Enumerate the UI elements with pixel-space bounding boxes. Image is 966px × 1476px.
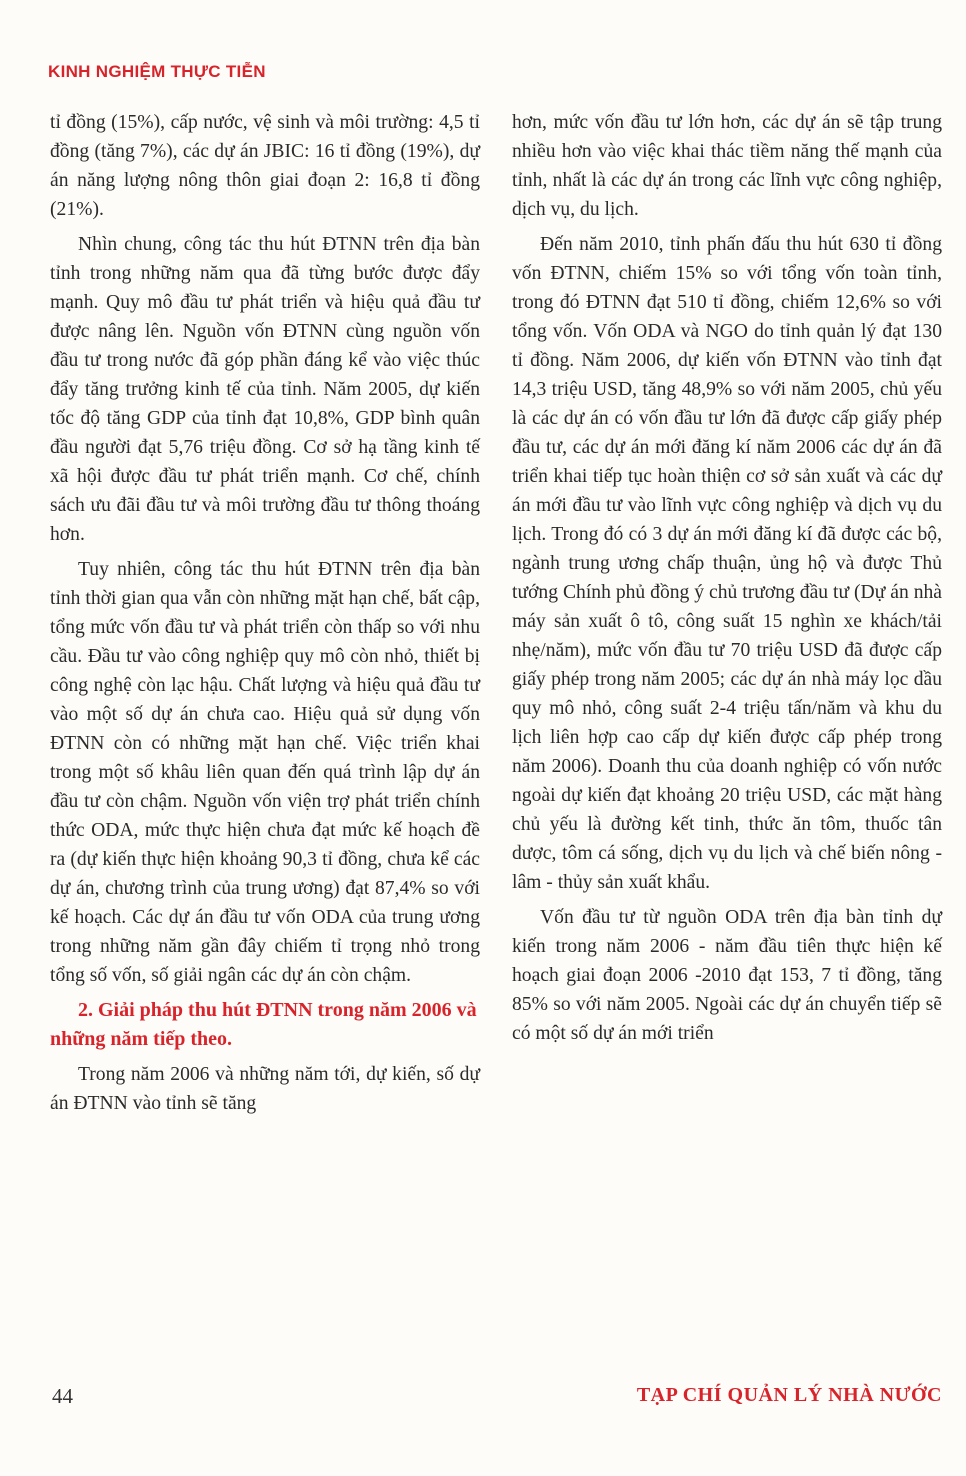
paragraph: Tuy nhiên, công tác thu hút ĐTNN trên địa bàn tỉnh thời gian qua vẫn còn những mặt hạn chế, bất cập, tổng mức vốn đầu tư và phát triển còn thấp so với nhu cầu. Đầu tư vào công nghiệp quy mô còn nhỏ, thiết bị công nghệ còn lạc hậu. Chất lượng và hiệu quả đầu tư vào một số dự án chưa cao. Hiệu quả sử dụng vốn ĐTNN còn có những mặt hạn chế. Việc triển khai trong một số khâu liên quan đến quá trình lập dự án đầu tư còn chậm. Nguồn vốn viện trợ phát triển chính thức ODA, mức thực hiện chưa đạt mức kế hoạch đề ra (dự kiến thực hiện khoảng 90,3 tỉ đồng, chưa kể các dự án, chương trình của trung ương) đạt 87,4% so với kế hoạch. Các dự án đầu tư vốn ODA của trung ương trong những năm gần đây chiếm tỉ trọng nhỏ trong tổng số vốn, số giải ngân các dự án còn chậm. xyxy=(50,559,480,986)
paragraph: Nhìn chung, công tác thu hút ĐTNN trên địa bàn tỉnh trong những năm qua đã từng bước được đẩy mạnh. Quy mô đầu tư phát triển và hiệu quả đầu tư được nâng lên. Nguồn vốn ĐTNN cùng nguồn vốn đầu tư trong nước đã góp phần đáng kể vào việc thúc đẩy tăng trưởng kinh tế của tỉnh. Năm 2005, dự kiến tốc độ tăng GDP của tỉnh đạt 10,8%, GDP bình quân đầu người đạt 5,76 triệu đồng. Cơ sở hạ tầng kinh tế xã hội được đầu tư phát triển mạnh. Cơ chế, chính sách ưu đãi đầu tư và môi trường đầu tư thông thoáng hơn. xyxy=(50,234,480,545)
left-column xyxy=(50,108,480,1124)
paragraph: Vốn đầu tư từ nguồn ODA trên địa bàn tỉnh dự kiến trong năm 2006 - năm đầu tiên thực hiện kế hoạch giai đoạn 2006 -2010 đạt 153, 7 tỉ đồng, tăng 85% so với năm 2005. Ngoài các dự án chuyển tiếp sẽ có một số dự án mới triển xyxy=(512,907,942,1044)
section-heading: 2. Giải pháp thu hút ĐTNN trong năm 2006 và những năm tiếp theo. xyxy=(50,999,477,1050)
section-title: KINH NGHIỆM THỰC TIỄN xyxy=(48,62,266,81)
paragraph: tỉ đồng (15%), cấp nước, vệ sinh và môi trường: 4,5 tỉ đồng (tăng 7%), các dự án JBIC: 16 tỉ đồng (19%), dự án năng lượng nông thôn giai đoạn 2: 16,8 tỉ đồng (21%). xyxy=(50,112,480,220)
right-column xyxy=(512,108,942,1054)
page-number: 44 xyxy=(52,1384,73,1408)
paragraph: Đến năm 2010, tỉnh phấn đấu thu hút 630 tỉ đồng vốn ĐTNN, chiếm 15% so với tổng vốn toàn tỉnh, trong đó ĐTNN đạt 510 tỉ đồng, chiếm 12,6% so với tổng vốn. Vốn ODA và NGO do tỉnh quản lý đạt 130 tỉ đồng. Năm 2006, dự kiến vốn ĐTNN vào tỉnh đạt 14,3 triệu USD, tăng 48,9% so với năm 2005, chủ yếu là các dự án có vốn đầu tư lớn đã được cấp giấy phép đầu tư, các dự án mới đăng kí năm 2006 các dự án đã triển khai tiếp tục hoàn thiện cơ sở sản xuất và các dự án mới đầu tư vào lĩnh vực công nghiệp và dịch vụ du lịch. Trong đó có 3 dự án mới đăng kí đã được các bộ, ngành trung ương chấp thuận, ủng hộ và được Thủ tướng Chính phủ đồng ý chủ trương đầu tư (Dự án nhà máy sản xuất ô tô, công suất 15 nghìn xe khách/tải nhẹ/năm), mức vốn đầu tư 70 triệu USD đã được cấp giấy phép trong năm 2005; các dự án nhà máy lọc dầu quy mô nhỏ, công suất 2-4 triệu tấn/năm và khu du lịch liên hợp cao cấp dự kiến được cấp phép trong năm 2006). Doanh thu của doanh nghiệp có vốn nước ngoài dự kiến đạt khoảng 20 triệu USD, các mặt hàng chủ yếu là đường kết tinh, thức ăn tôm, thuốc tân dược, tôm cá sống, dịch vụ du lịch và chế biến nông - lâm - thủy sản xuất khẩu. xyxy=(512,234,942,893)
paragraph: hơn, mức vốn đầu tư lớn hơn, các dự án sẽ tập trung nhiều hơn vào việc khai thác tiềm năng thế mạnh của tỉnh, nhất là các dự án trong các lĩnh vực công nghiệp, dịch vụ, du lịch. xyxy=(512,112,942,220)
journal-name: TẠP CHÍ QUẢN LÝ NHÀ NƯỚC xyxy=(636,1384,942,1406)
paragraph: Trong năm 2006 và những năm tới, dự kiến, số dự án ĐTNN vào tỉnh sẽ tăng xyxy=(50,1064,480,1114)
